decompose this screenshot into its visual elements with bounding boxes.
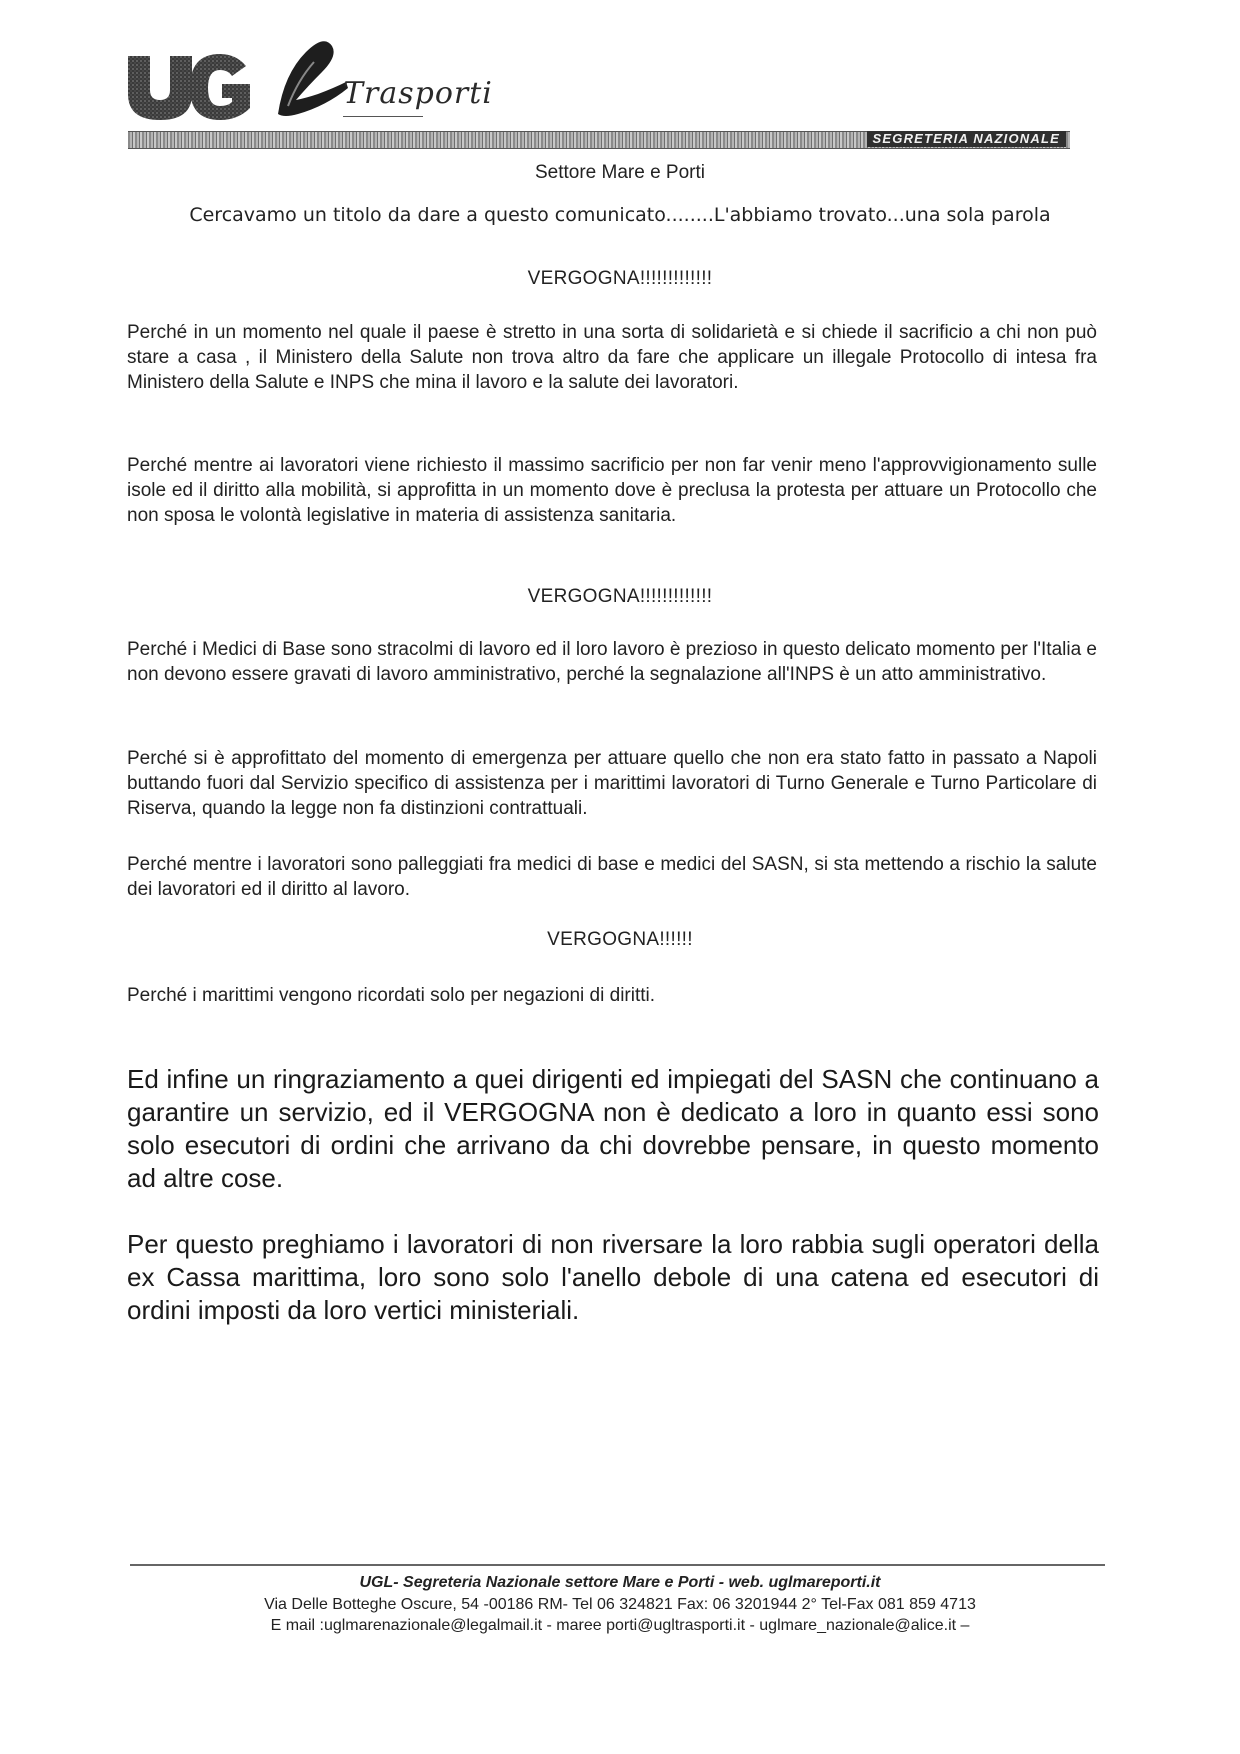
paragraph: Perché si è approfittato del momento di emergenza per attuare quello che non era stato fatto in passato a Napoli buttando fuori dal Servizio specifico di assistenza per i marittimi lavoratori di Turno Generale e Turno Particolare di Riserva, quando la legge non fa distinzioni contrattuali.	[127, 748, 1097, 819]
shout-heading: VERGOGNA!!!!!!!!!!!!!	[527, 268, 713, 289]
band-label: SEGRETERIA NAZIONALE	[867, 131, 1066, 147]
footer-address: Via Delle Botteghe Oscure, 54 -00186 RM- Tel 06 324821 Fax: 06 3201944 2° Tel-Fax 081 859 4713	[264, 1596, 976, 1613]
division-name: Trasporti	[343, 76, 493, 111]
closing-paragraph: Ed infine un ringraziamento a quei dirigenti ed impiegati del SASN che continuano a garantire un servizio, ed il VERGOGNA non è dedicato a loro in quanto essi sono solo esecutori di ordini che arrivano da chi dovrebbe pensare, in questo momento ad altre cose.	[127, 1064, 1099, 1193]
paragraph: Perché in un momento nel quale il paese è stretto in una sorta di solidarietà e si chiede il sacrificio a chi non può stare a casa , il Ministero della Salute non trova altro da fare che applicare un illegale Protocollo di intesa fra Ministero della Salute e INPS che mina il lavoro e la salute dei lavoratori.	[127, 322, 1097, 393]
shout-heading: VERGOGNA!!!!!!!!!!!!!	[527, 586, 713, 607]
shout-heading: VERGOGNA!!!!!!	[547, 929, 693, 950]
footer-emails: E mail :uglmarenazionale@legalmail.it - maree porti@ugltrasporti.it - uglmare_nazionale@alice.it –	[270, 1617, 970, 1634]
paragraph: Perché i marittimi vengono ricordati solo per negazioni di diritti.	[127, 985, 656, 1006]
division-underline	[343, 116, 423, 117]
closing-paragraph: Per questo preghiamo i lavoratori di non riversare la loro rabbia sugli operatori della ex Cassa marittima, loro sono solo l'anello debole di una catena ed esecutori di ordini imposti da loro vertici ministeriali.	[127, 1229, 1099, 1325]
footer-divider	[130, 1564, 1105, 1566]
paragraph: Perché mentre ai lavoratori viene richiesto il massimo sacrificio per non far venir meno l'approvvigionamento sulle isole ed il diritto alla mobilità, si approfitta in un momento dove è preclusa la protesta per attuare un Protocollo che non sposa le volontà legislative in materia di assistenza sanitaria.	[127, 455, 1097, 526]
sector-title: Settore Mare e Porti	[534, 162, 706, 183]
footer-org: UGL- Segreteria Nazionale settore Mare e Porti - web. uglmareporti.it	[359, 1574, 881, 1591]
header-band	[128, 131, 1070, 149]
subtitle: Cercavamo un titolo da dare a questo comunicato........L'abbiamo trovato...una sola parola	[189, 204, 1051, 226]
paragraph: Perché mentre i lavoratori sono palleggiati fra medici di base e medici del SASN, si sta mettendo a rischio la salute dei lavoratori ed il diritto al lavoro.	[127, 854, 1097, 900]
ugl-trasporti-logo	[128, 36, 548, 128]
paragraph: Perché i Medici di Base sono stracolmi di lavoro ed il loro lavoro è prezioso in questo delicato momento per l'Italia e non devono essere gravati di lavoro amministrativo, perché la segnalazione all'INPS è un atto amministrativo.	[127, 639, 1097, 685]
